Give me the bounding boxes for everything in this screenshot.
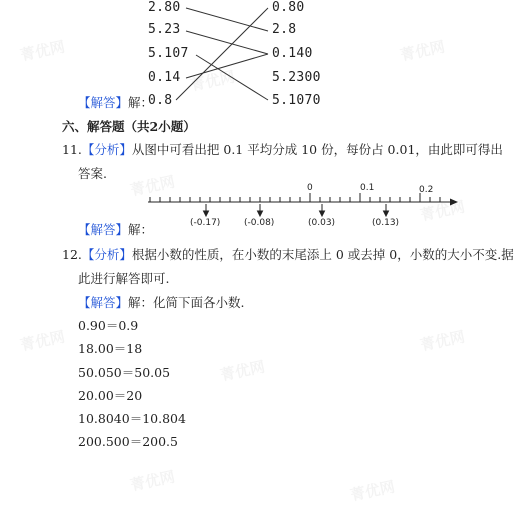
simplify-line: 20.00＝20 [78, 388, 143, 403]
number-line-arrow [450, 199, 458, 206]
number-line [0, 0, 530, 240]
answer-text: 解：化简下面各小数. [128, 295, 245, 310]
tick-label: 0.2 [419, 185, 434, 195]
marker-label: (-0.17) [190, 218, 221, 228]
marker-label: (0.13) [372, 218, 400, 228]
right-value: 5.2300 [272, 70, 321, 85]
simplify-line: 18.00＝18 [78, 341, 143, 356]
analysis-text: 根据小数的性质，在小数的末尾添上 0 或去掉 0，小数的大小不变.据 [131, 247, 514, 262]
simplify-line: 0.90＝0.9 [78, 318, 139, 333]
answer-tag: 【解答】 [78, 95, 129, 110]
answer-tag: 【解答】 [78, 295, 129, 310]
question-number: 12. [62, 247, 82, 262]
answer-tag: 【解答】 [78, 222, 129, 237]
simplify-line: 50.050＝50.05 [78, 365, 171, 380]
right-value: 0.80 [272, 0, 305, 15]
answer-label: 解： [128, 222, 154, 237]
right-value: 5.1070 [272, 93, 321, 108]
analysis-text: 此进行解答即可. [78, 271, 170, 286]
left-value: 5.107 [148, 46, 189, 61]
right-value: 0.140 [272, 46, 313, 61]
left-value: 2.80 [148, 0, 181, 15]
tick-label: 0.1 [360, 183, 375, 193]
number-line-ticks [150, 193, 440, 202]
watermark [348, 476, 396, 506]
left-value: 0.14 [148, 70, 181, 85]
section-title: 六、解答题（共2小题） [62, 119, 196, 134]
left-value: 5.23 [148, 22, 181, 37]
analysis-tag: 【分析】 [81, 142, 132, 157]
simplify-line: 200.500＝200.5 [78, 434, 178, 449]
simplify-line: 10.8040＝10.804 [78, 411, 186, 426]
number-line-markers [204, 204, 389, 216]
marker-label: (0.03) [308, 218, 336, 228]
watermark [128, 466, 176, 496]
watermark [418, 326, 466, 356]
left-value: 0.8 [148, 93, 173, 108]
watermark [18, 326, 66, 356]
analysis-text: 答案. [78, 166, 107, 181]
right-value: 2.8 [272, 22, 297, 37]
watermark [218, 356, 266, 386]
answer-label: 解： [128, 95, 154, 110]
analysis-tag: 【分析】 [81, 247, 132, 262]
analysis-text: 从图中可看出把 0.1 平均分成 10 份，每份占 0.01，由此即可得出 [131, 142, 503, 157]
marker-label: (-0.08) [244, 218, 275, 228]
question-number: 11. [62, 142, 82, 157]
tick-label: 0 [307, 183, 313, 193]
